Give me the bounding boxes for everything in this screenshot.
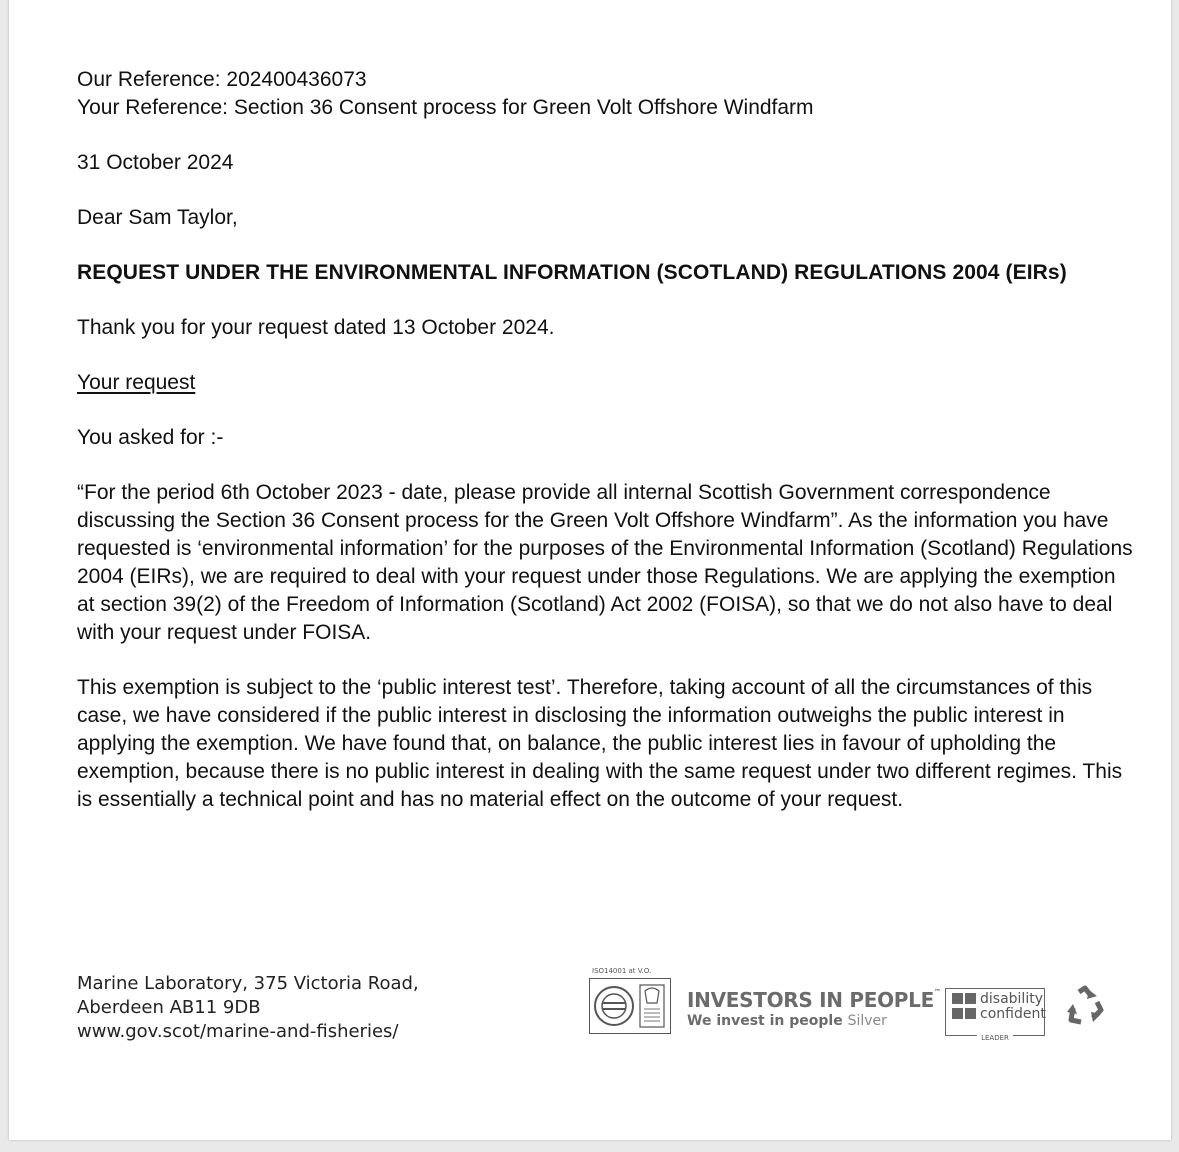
asked-for-paragraph: You asked for :-: [77, 426, 224, 449]
our-reference: Our Reference: 202400436073: [77, 68, 367, 91]
iso-certification-logo: [589, 967, 671, 1034]
footer-address: [77, 972, 419, 1044]
your-reference: Your Reference: Section 36 Consent process for Green Volt Offshore Windfarm: [77, 96, 814, 119]
investors-subtitle: We invest in people: [687, 1013, 843, 1029]
leader-text: LEADER: [977, 1034, 1013, 1042]
thanks-paragraph: Thank you for your request dated 13 October 2024.: [77, 316, 555, 339]
letter-date: 31 October 2024: [77, 151, 234, 174]
salutation: Dear Sam Taylor,: [77, 206, 238, 229]
confident-text: confident: [980, 1006, 1046, 1022]
letter-body: [77, 66, 1137, 814]
investors-level: Silver: [847, 1013, 887, 1029]
address-line-2: Aberdeen AB11 9DB: [77, 997, 261, 1018]
investors-tm: ™: [933, 988, 941, 996]
iso-seal-icon: [590, 979, 669, 1032]
recycle-icon: [1063, 984, 1107, 1028]
footer-logos: [589, 967, 1109, 1042]
document-page: [9, 0, 1171, 1140]
investors-in-people-logo: [687, 988, 941, 1029]
public-interest-paragraph: This exemption is subject to the ‘public interest test’. Therefore, taking account of all the circumstances of this case, we have considered if the public interest in disclosing the information outweighs the public interest in applying the exemption. We have found that, on balance, the public interest lies in favour of upholding the exemption, because there is no public interest in dealing with the same request under two different regimes. This is essentially a technical point and has no material effect on the outcome of your request.: [77, 676, 1123, 811]
disability-confident-logo: [945, 988, 1046, 1042]
iso-text: ISO14001 at V.O.: [592, 967, 652, 975]
letter-heading: REQUEST UNDER THE ENVIRONMENTAL INFORMATION (SCOTLAND) REGULATIONS 2004 (EIRs): [77, 261, 1067, 284]
disability-text: disability: [980, 991, 1043, 1007]
investors-title: INVESTORS IN PEOPLE: [687, 988, 934, 1012]
address-line-1: Marine Laboratory, 375 Victoria Road,: [77, 973, 419, 994]
quote-exemption-paragraph: “For the period 6th October 2023 - date, please provide all internal Scottish Government correspondence discussing the Section 36 Consent process for the Green Volt Offshore Windfarm”. As the information you have requested is ‘environmental information’ for the purposes of the Environmental Information (Scotland) Regulations 2004 (EIRs), we are required to deal with your request under those Regulations. We are applying the exemption at section 39(2) of the Freedom of Information (Scotland) Act 2002 (FOISA), so that we do not also have to deal with your request under FOISA.: [77, 481, 1133, 644]
website-link[interactable]: www.gov.scot/marine-and-fisheries/: [77, 1021, 399, 1042]
section-title: Your request: [77, 371, 196, 394]
